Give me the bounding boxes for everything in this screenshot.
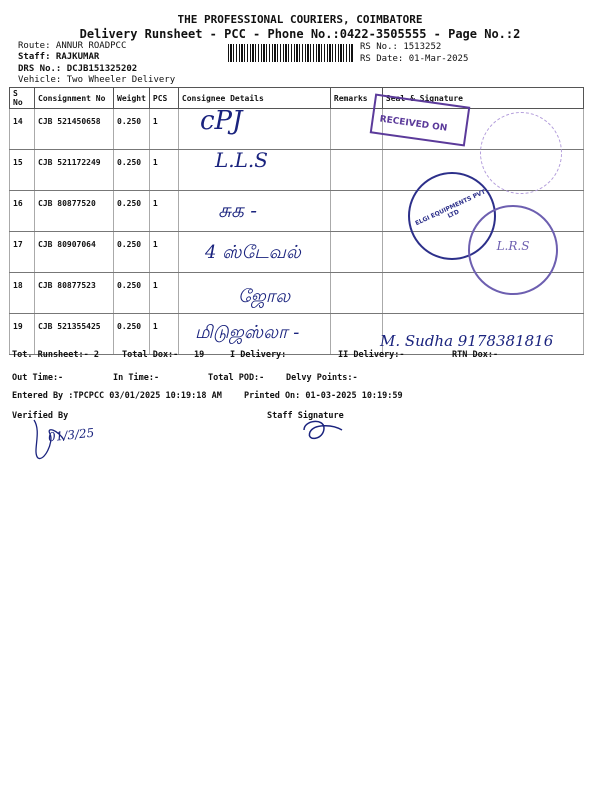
delvy-points: Delvy Points:- bbox=[286, 373, 358, 383]
cell-weight: 0.250 bbox=[114, 314, 150, 355]
cell-pcs: 1 bbox=[149, 109, 178, 150]
col-consignee: Consignee Details bbox=[178, 88, 330, 109]
cell-weight: 0.250 bbox=[114, 109, 150, 150]
col-weight: Weight bbox=[114, 88, 150, 109]
tot-runsheet: Tot. Runsheet:- 2 bbox=[12, 350, 99, 360]
rs-date: RS Date: 01-Mar-2025 bbox=[360, 54, 469, 64]
cell-consignment: CJB 521450658 bbox=[35, 109, 114, 150]
handwriting-row17: 4 ஸ்டேவல் bbox=[205, 242, 301, 263]
rs-number: RS No.: 1513252 bbox=[360, 42, 442, 52]
cell-consignment: CJB 521355425 bbox=[35, 314, 114, 355]
col-consignment: Consignment No bbox=[35, 88, 114, 109]
handwriting-row14: cPJ bbox=[200, 106, 243, 136]
verified-date: 01/3/25 bbox=[47, 425, 95, 445]
entered-by: Entered By :TPCPCC 03/01/2025 10:19:18 AM bbox=[12, 391, 222, 401]
in-time: In Time:- bbox=[113, 373, 160, 383]
cell-sno: 14 bbox=[10, 109, 35, 150]
route-label: Route: ANNUR ROADPCC bbox=[18, 41, 127, 51]
barcode bbox=[228, 44, 354, 62]
faint-round-stamp bbox=[480, 112, 562, 194]
verified-by-label: Verified By bbox=[12, 411, 69, 421]
i-delivery: I Delivery: bbox=[230, 350, 287, 360]
rtn-dox: RTN Dox:- bbox=[452, 350, 499, 360]
out-time: Out Time:- bbox=[12, 373, 64, 383]
cell-pcs: 1 bbox=[149, 273, 178, 314]
table-header-row bbox=[10, 88, 584, 109]
cell-remarks bbox=[330, 314, 382, 355]
cell-remarks bbox=[330, 232, 382, 273]
handwriting-row19: மிடுஜஸ்லா - bbox=[195, 322, 300, 343]
staff-label: Staff: RAJKUMAR bbox=[18, 52, 100, 62]
vehicle-label: Vehicle: Two Wheeler Delivery bbox=[18, 75, 176, 85]
handwriting-row18: ஜோல bbox=[238, 286, 291, 307]
staff-signature bbox=[298, 414, 348, 446]
cell-consignment: CJB 521172249 bbox=[35, 150, 114, 191]
runsheet-subtitle: Delivery Runsheet - PCC - Phone No.:0422-3505555 - Page No.:2 bbox=[79, 27, 521, 41]
handwriting-row15: L.L.S bbox=[215, 148, 268, 172]
cell-weight: 0.250 bbox=[114, 273, 150, 314]
cell-sno: 18 bbox=[10, 273, 35, 314]
cell-remarks bbox=[330, 150, 382, 191]
cell-pcs: 1 bbox=[149, 314, 178, 355]
cell-consignment: CJB 80877520 bbox=[35, 191, 114, 232]
secondary-round-stamp bbox=[468, 205, 558, 295]
cell-sno: 16 bbox=[10, 191, 35, 232]
cell-sno: 19 bbox=[10, 314, 35, 355]
cell-pcs: 1 bbox=[149, 150, 178, 191]
cell-pcs: 1 bbox=[149, 232, 178, 273]
company-title: THE PROFESSIONAL COURIERS, COIMBATORE bbox=[177, 13, 423, 26]
cell-pcs: 1 bbox=[149, 191, 178, 232]
received-stamp-text: RECEIVED ON bbox=[378, 114, 448, 134]
secondary-stamp-text: L.R.S bbox=[496, 239, 530, 253]
cell-sno: 15 bbox=[10, 150, 35, 191]
company-stamp-text: ELGI EQUIPMENTS PVT LTD bbox=[414, 188, 487, 228]
cell-weight: 0.250 bbox=[114, 191, 150, 232]
col-sno: S No bbox=[10, 88, 35, 109]
total-pod: Total POD:- bbox=[208, 373, 265, 383]
col-seal: Seal & Signature bbox=[382, 88, 583, 109]
printed-on: Printed On: 01-03-2025 10:19:59 bbox=[244, 391, 403, 401]
col-remarks: Remarks bbox=[330, 88, 382, 109]
cell-weight: 0.250 bbox=[114, 232, 150, 273]
col-pcs: PCS bbox=[149, 88, 178, 109]
staff-signature-label: Staff Signature bbox=[267, 411, 344, 421]
cell-weight: 0.250 bbox=[114, 150, 150, 191]
total-dox-label: Total Dox:- bbox=[122, 350, 179, 360]
drs-number: DRS No.: DCJB151325202 bbox=[18, 64, 138, 74]
handwriting-row16: சுக - bbox=[218, 198, 257, 222]
total-dox-value: 19 bbox=[194, 350, 205, 360]
cell-consignment: CJB 80907064 bbox=[35, 232, 114, 273]
cell-remarks bbox=[330, 191, 382, 232]
cell-consignment: CJB 80877523 bbox=[35, 273, 114, 314]
cell-remarks bbox=[330, 273, 382, 314]
handwriting-phone: M. Sudha 9178381816 bbox=[380, 332, 554, 350]
cell-sno: 17 bbox=[10, 232, 35, 273]
ii-delivery: II Delivery:- bbox=[338, 350, 405, 360]
